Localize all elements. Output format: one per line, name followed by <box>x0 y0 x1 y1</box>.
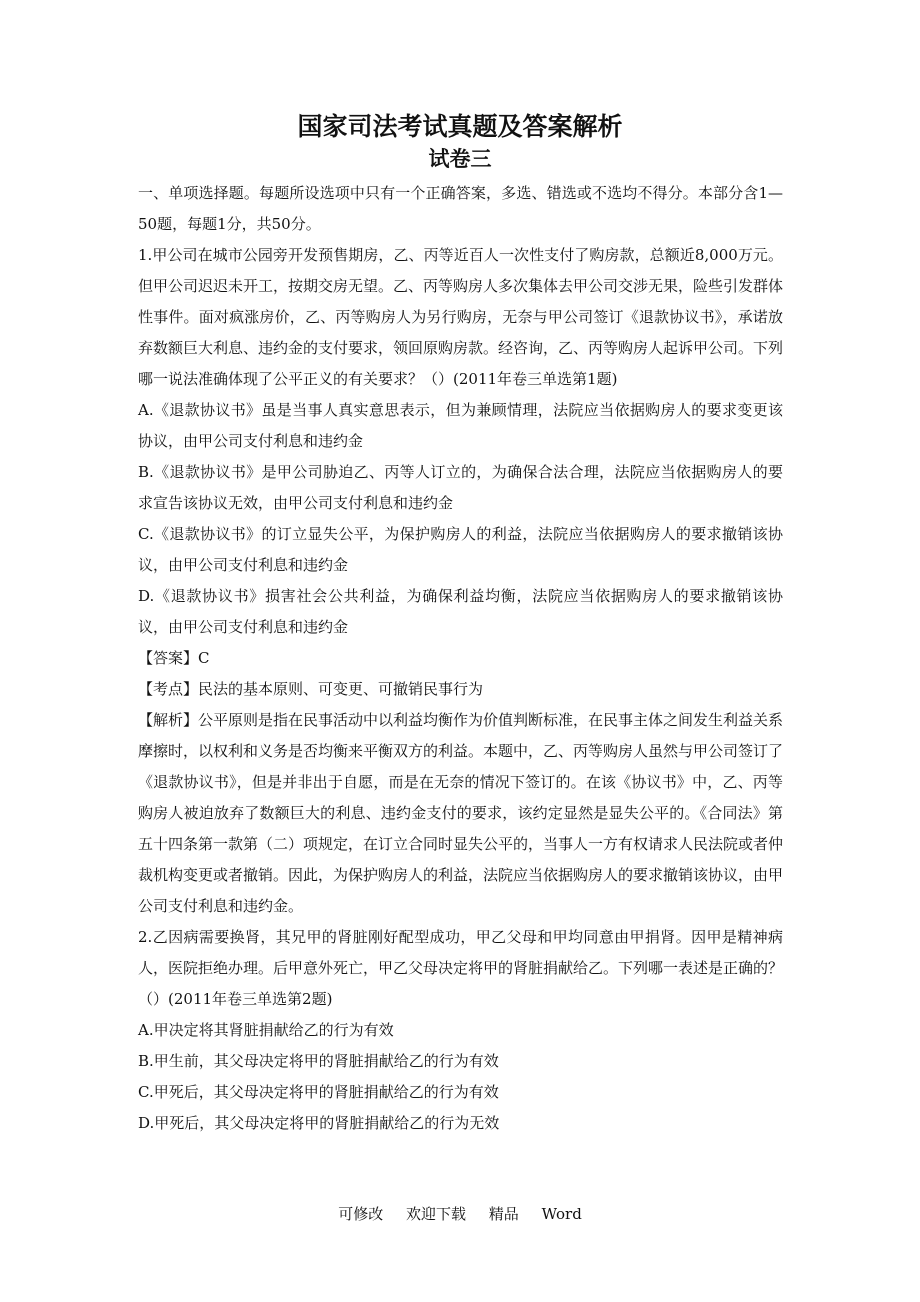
question-1-option-a: A.《退款协议书》虽是当事人真实意思表示，但为兼顾情理，法院应当依据购房人的要求变更该协议，由甲公司支付利息和违约金 <box>138 401 783 450</box>
question-2-option-b: B.甲生前，其父母决定将甲的肾脏捐献给乙的行为有效 <box>138 1052 499 1070</box>
question-1-analysis: 【解析】公平原则是指在民事活动中以利益均衡作为价值判断标准，在民事主体之间发生利益关系摩擦时，以权利和义务是否均衡来平衡双方的利益。本题中，乙、丙等购房人虽然与甲公司签订了《退款协议书》，但是并非出于自愿，而是在无奈的情况下签订的。在该《协议书》中，乙、丙等购房人被迫放弃了数额巨大的利息、违约金支付的要求，该约定显然是显失公平的。《合同法》第五十四条第一款第（二）项规定，在订立合同时显失公平的，当事人一方有权请求人民法院或者仲裁机构变更或者撤销。因此，为保护购房人的利益，法院应当依据购房人的要求撤销该协议，由甲公司支付利息和违约金。 <box>138 711 784 915</box>
question-2-stem: 2.乙因病需要换肾，其兄甲的肾脏刚好配型成功，甲乙父母和甲均同意由甲捐肾。因甲是精神病人，医院拒绝办理。后甲意外死亡，甲乙父母决定将甲的肾脏捐献给乙。下列哪一表述是正确的？（）(2011年卷三单选第2题) <box>138 928 784 1008</box>
page-footer <box>0 1202 920 1226</box>
question-1-answer: 【答案】C <box>138 649 210 667</box>
document-body <box>138 178 783 1139</box>
footer-item: 可修改 <box>338 1205 384 1223</box>
question-1-stem: 1.甲公司在城市公园旁开发预售期房，乙、丙等近百人一次性支付了购房款，总额近8,000万元。但甲公司迟迟未开工，按期交房无望。乙、丙等购房人多次集体去甲公司交涉无果，险些引发群体性事件。面对疯涨房价，乙、丙等购房人为另行购房，无奈与甲公司签订《退款协议书》，承诺放弃数额巨大利息、违约金的支付要求，领回原购房款。经咨询，乙、丙等购房人起诉甲公司。下列哪一说法准确体现了公平正义的有关要求？（）(2011年卷三单选第1题) <box>138 246 784 388</box>
question-1-option-b: B.《退款协议书》是甲公司胁迫乙、丙等人订立的，为确保合法合理，法院应当依据购房人的要求宣告该协议无效，由甲公司支付利息和违约金 <box>138 463 783 512</box>
footer-item: 欢迎下载 <box>406 1205 467 1223</box>
document-title: 国家司法考试真题及答案解析 <box>297 112 623 141</box>
section-header: 一、单项选择题。每题所设选项中只有一个正确答案，多选、错选或不选均不得分。本部分含1—50题，每题1分，共50分。 <box>138 184 783 233</box>
question-1-point: 【考点】民法的基本原则、可变更、可撤销民事行为 <box>138 680 484 698</box>
question-1-option-c: C.《退款协议书》的订立显失公平，为保护购房人的利益，法院应当依据购房人的要求撤销该协议，由甲公司支付利息和违约金 <box>138 525 783 574</box>
question-2-option-d: D.甲死后，其父母决定将甲的肾脏捐献给乙的行为无效 <box>138 1114 500 1132</box>
document-subtitle: 试卷三 <box>428 146 492 171</box>
question-1-option-d: D.《退款协议书》损害社会公共利益，为确保利益均衡，法院应当依据购房人的要求撤销该协议，由甲公司支付利息和违约金 <box>138 587 783 636</box>
footer-item: Word <box>541 1205 582 1223</box>
question-2-option-c: C.甲死后，其父母决定将甲的肾脏捐献给乙的行为有效 <box>138 1083 499 1101</box>
question-2-option-a: A.甲决定将其肾脏捐献给乙的行为有效 <box>138 1021 394 1039</box>
footer-item: 精品 <box>488 1205 519 1223</box>
